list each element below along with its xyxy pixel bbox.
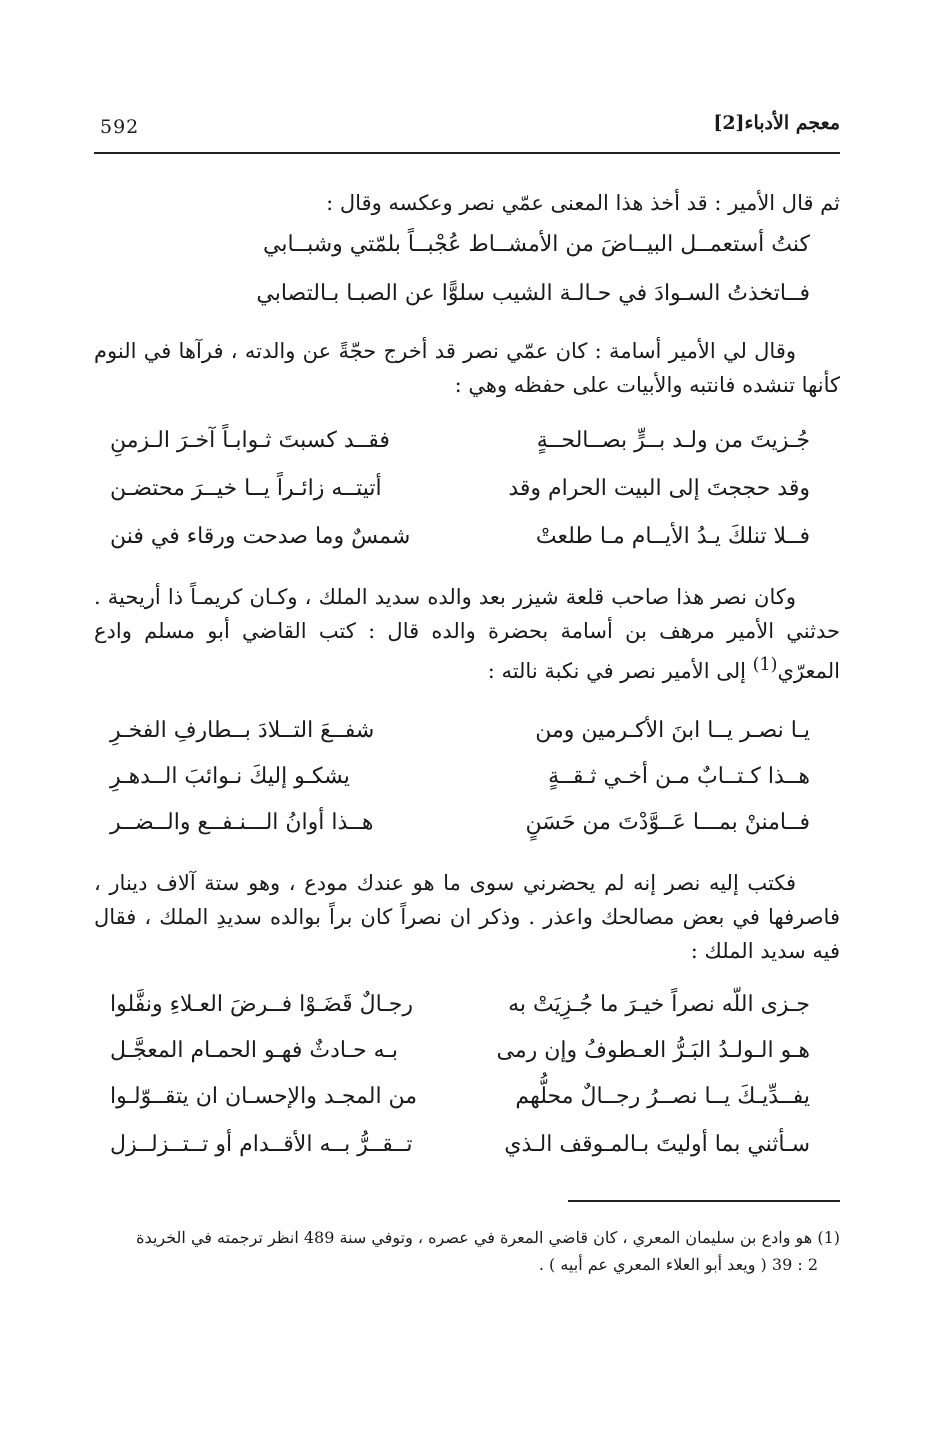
poem-1-line-1 [110,428,810,466]
hemistich-first: يـا نصـر يــا ابنَ الأكـرمين ومن [535,718,810,743]
hemistich-second: شمسٌ وما صدحت ورقاء في فنن [110,524,411,549]
footnote-line-1: (1) هو وادع بن سليمان المعري ، كان قاضي المعرة في عصره ، وتوفي سنة 489 انظر ترجمته في الخريدة [136,1228,840,1247]
footnote [94,1224,840,1278]
poem-2-line-1 [110,718,810,756]
poem-2-line-3 [110,810,810,848]
hemistich-second: شفــعَ التــلادَ بــطارفِ الفخـرِ [110,718,375,743]
hemistich-second: تــقــرُّ بــه الأقــدام أو تــتــزلــزل [110,1132,413,1157]
poem-1-line-2 [110,476,810,514]
hemistich-second: بـه حـادثٌ فهـو الحمـام المعجَّـل [110,1038,399,1063]
poem-1-line-3 [110,524,810,562]
poem-3-line-4 [110,1132,810,1170]
hemistich-second: من المجـد والإحسـان ان يتقــوّلـوا [110,1084,418,1109]
hemistich-first: فــلا تنلكَ يـدُ الأيــام مـا طلعتْ [535,524,810,549]
running-title: معجم الأدباء[2] [713,112,840,134]
hemistich-first: هــذا كـتــابٌ مـن أخـي ثـقــةٍ [548,764,810,789]
paragraph-4: فكتب إليه نصر إنه لم يحضرني سوى ما هو عندك مودع ، وهو ستة آلاف دينار ، فاصرفها في بعض مصالحك واعذر . وذكر ان نصراً كان براً بوالده سديدِ الملك ، فقال فيه سديد الملك : [94,871,840,963]
hemistich-first: جُـزيتَ من ولـد بــرٍّ بصــالحــةٍ [536,428,810,453]
hemistich-second: فقــد كسبتَ ثـوابـاً آخـرَ الـزمنِ [110,428,390,453]
header-rule [94,152,840,154]
hemistich-first: يفــدِّيـكَ يــا نصــرُ رجــالٌ محلُّهم [515,1084,810,1109]
poem-3-line-2 [110,1038,810,1076]
hemistich-first: سـأثني بما أوليتَ بـالمـوقف الـذي [504,1132,810,1157]
hemistich-first: فــامننْ بمـــا عَــوَّدْتَ من حَسَنٍ [525,810,810,835]
paragraph-1: ثم قال الأمير : قد أخذ هذا المعنى عمّي نصر وعكسه وقال : [326,191,840,215]
hemistich-second: رجـالٌ قَضَـوْا فــرضَ العـلاءِ ونفَّلوا [110,992,413,1017]
hemistich-first: وقد حججتَ إلى البيت الحرام وقد [508,476,810,501]
hemistich-second: أتيتــه زائـراً يــا خيــرَ محتضـن [110,476,382,501]
poem-3-line-1 [110,992,810,1030]
hemistich-second: يشكـو إليكَ نـوائبَ الــدهـرِ [110,764,350,789]
verse-1-line-2: فــاتخذتُ السـوادَ في حـالـة الشيب سلوًّا عن الصبـا بـالتصابي [256,281,810,306]
poem-2-line-2 [110,764,810,802]
hemistich-second: هــذا أوانُ الـــنـفــع والــضــر [110,810,374,835]
paragraph-2: وقال لي الأمير أسامة : كان عمّي نصر قد أخرج حجّةً عن والدته ، فرآها في النوم كأنها تنشده فانتبه والأبيات على حفظه وهي : [94,339,840,397]
page-header [94,108,840,146]
paragraph-3: وكان نصر هذا صاحب قلعة شيزر بعد والده سديد الملك ، وكـان كريمـاً ذا أريحية . حدثني الأمير مرهف بن أسامة بحضرة والده قال : كتب القاضي أبو مسلم وادع المعرّي$^{(1)}$ إلى الأمير نصر في نكبة نالته : [94,585,840,683]
hemistich-first: جـزى اللّه نصراً خيـرَ ما جُـزِيَتْ به [508,992,810,1017]
page-number: 592 [100,116,140,138]
hemistich-first: هـو الـولـدُ البَـرُّ العـطوفُ وإن رمى [496,1038,810,1063]
footnote-rule [568,1200,840,1202]
verse-1-line-1: كنتُ أستعمــل البيــاضَ من الأمشــاط عُجْبــاً بلمّتي وشبــابي [263,232,810,257]
footnote-line-2: 2 : 39 ( ويعد أبو العلاء المعري عم أبيه ) . [538,1255,818,1274]
poem-3-line-3 [110,1084,810,1122]
